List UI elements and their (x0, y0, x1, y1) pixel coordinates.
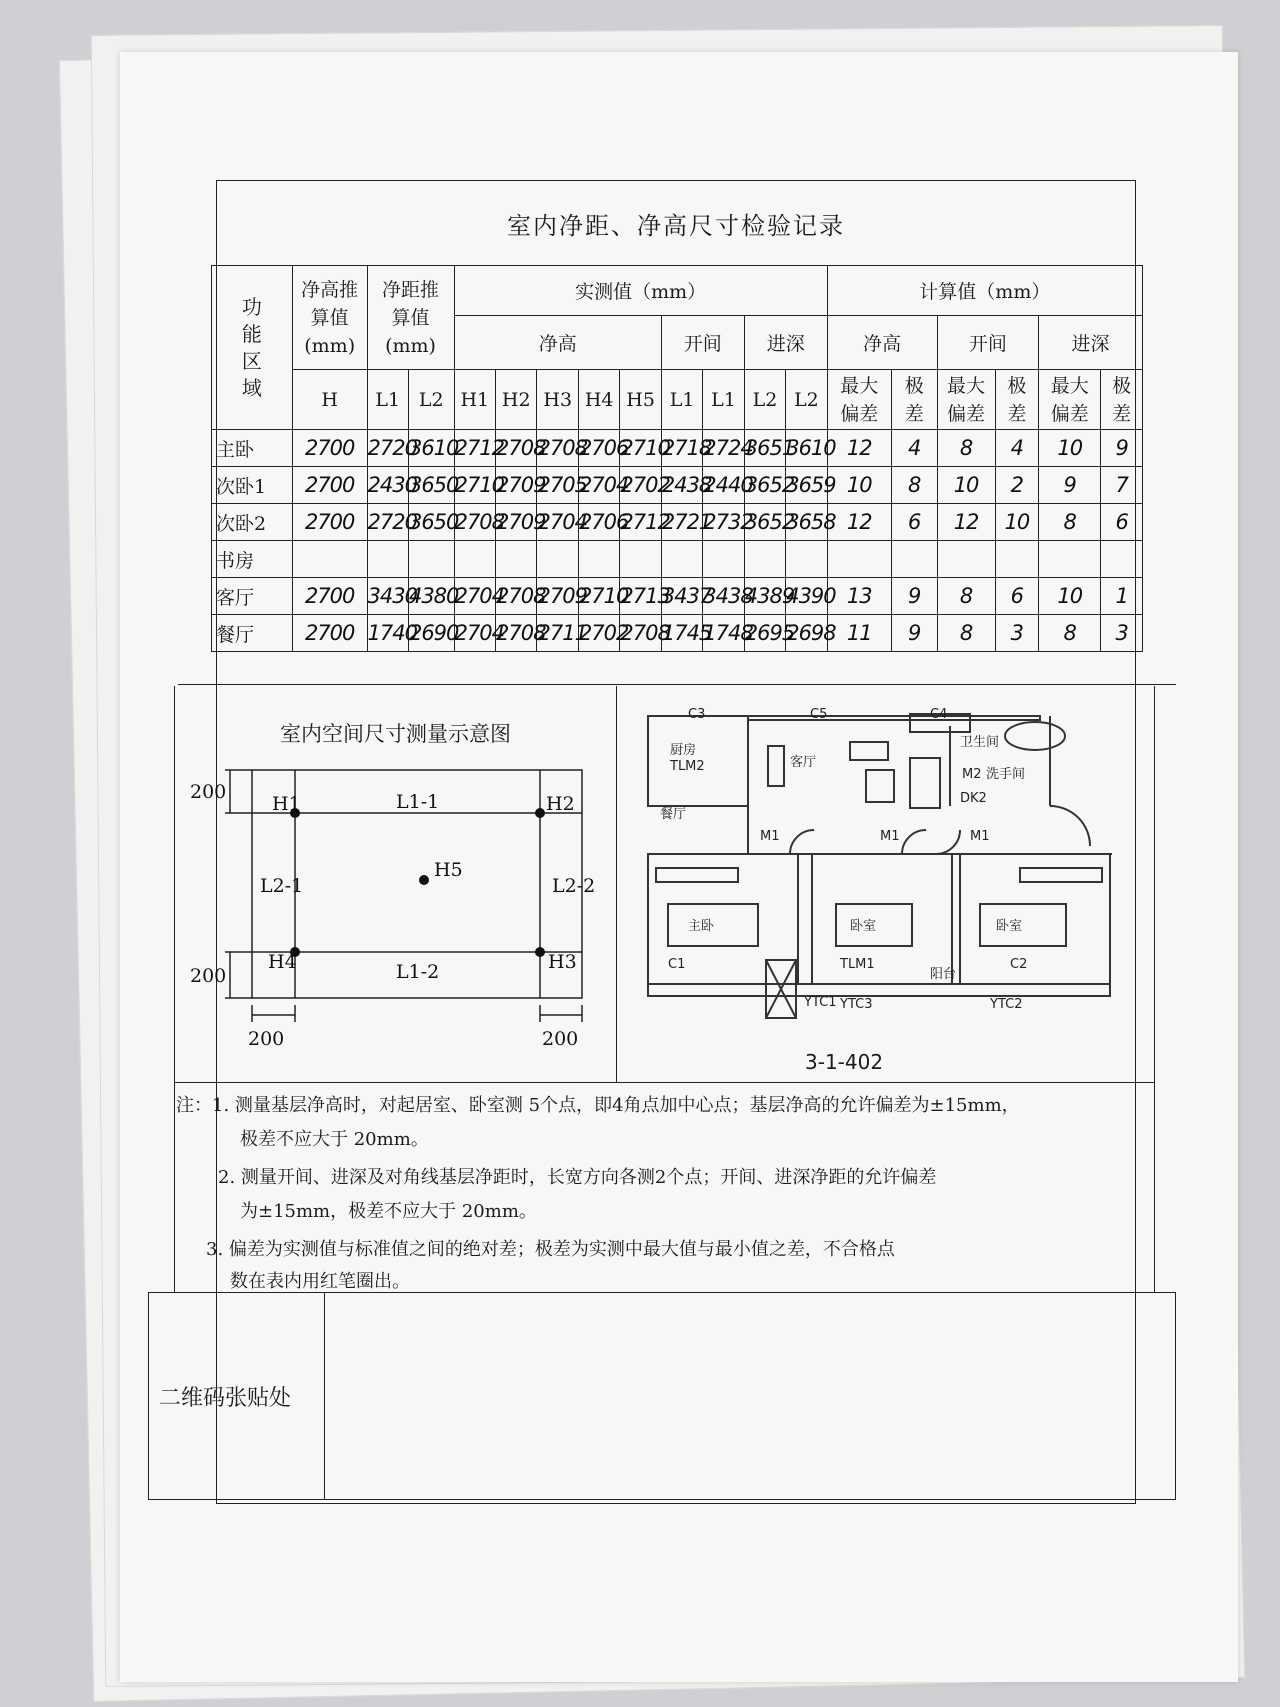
cell-H4: 2710 (578, 578, 619, 615)
cell-mL1a: 2438 (661, 467, 702, 504)
plan-label: C3 (688, 707, 706, 722)
note-2b: 为±15mm，极差不应大于 20mm。 (240, 1201, 537, 1222)
col-H3: H3 (537, 370, 578, 430)
col-H5: H5 (620, 370, 661, 430)
cell-L2: 2690 (408, 615, 454, 652)
cell-nh_rng: 8 (891, 467, 937, 504)
plan-label: TLM2 (670, 759, 705, 774)
cell-H3: 2709 (537, 578, 578, 615)
plan-label: TLM1 (840, 957, 875, 972)
cell-dep_max: 9 (1039, 467, 1101, 504)
cell-nh_rng (891, 541, 937, 578)
cell-H4: 2706 (578, 430, 619, 467)
label-h5: H5 (434, 859, 463, 881)
cell-mL1b: 2724 (703, 430, 744, 467)
cell-bay_rng: 3 (995, 615, 1039, 652)
note-2a: 2. 测量开间、进深及对角线基层净距时，长宽方向各测2个点；开间、进深净距的允许偏差 (218, 1167, 937, 1188)
cell-H4: 2706 (578, 504, 619, 541)
plan-label: DK2 (960, 791, 987, 806)
cell-H5 (620, 541, 661, 578)
label-l21: L2-1 (260, 875, 304, 897)
cell-nh_rng: 9 (891, 615, 937, 652)
cell-L1: 1740 (367, 615, 408, 652)
col-H4: H4 (578, 370, 619, 430)
cell-nh_max: 13 (827, 578, 891, 615)
cell-H3 (537, 541, 578, 578)
cell-bay_max: 8 (937, 430, 995, 467)
cell-dep_rng: 6 (1101, 504, 1143, 541)
col-mL2a: L2 (744, 370, 785, 430)
col-H: H (292, 370, 367, 430)
cell-L2: 3650 (408, 504, 454, 541)
point-h3 (535, 947, 545, 957)
label-h3: H3 (548, 951, 577, 973)
note-1a: 注：1. 测量基层净高时，对起居室、卧室测 5个点，即4角点加中心点；基层净高的允许偏差为±15mm， (176, 1095, 1020, 1116)
cell-H: 2700 (292, 615, 367, 652)
cell-H3: 2711 (537, 615, 578, 652)
plan-label: 阳台 (930, 967, 957, 982)
cell-mL2a: 3651 (744, 430, 785, 467)
cell-bay_rng (995, 541, 1039, 578)
col-L1: L1 (367, 370, 408, 430)
cell-H2: 2709 (496, 467, 537, 504)
cell-nh_rng: 4 (891, 430, 937, 467)
cell-H3: 2705 (537, 467, 578, 504)
cell-dep_rng: 3 (1101, 615, 1143, 652)
cell-bay_rng: 10 (995, 504, 1039, 541)
qr-code-label: 二维码张贴处 (149, 1293, 325, 1499)
cell-mL2b: 3658 (786, 504, 827, 541)
cell-H4: 2704 (578, 467, 619, 504)
header-measured: 实测值（mm） (454, 266, 827, 316)
row-area-label: 客厅 (212, 578, 293, 615)
header-est-height: 净高推 算值 (mm) (292, 266, 367, 370)
cell-mL1b: 3438 (703, 578, 744, 615)
table-row (212, 615, 1143, 652)
cell-mL1a: 2718 (661, 430, 702, 467)
cell-H1 (454, 541, 495, 578)
cell-dep_max (1039, 541, 1101, 578)
cell-H2: 2709 (496, 504, 537, 541)
cell-H5: 2702 (620, 467, 661, 504)
col-mL1b: L1 (703, 370, 744, 430)
cell-H4 (578, 541, 619, 578)
label-h2: H2 (546, 793, 575, 815)
col-nh-max: 最大 偏差 (827, 370, 891, 430)
row-area-label: 餐厅 (212, 615, 293, 652)
cell-L1: 3430 (367, 578, 408, 615)
col-mL2b: L2 (786, 370, 827, 430)
point-h2 (535, 808, 545, 818)
cell-dep_max: 10 (1039, 430, 1101, 467)
cell-mL1a: 1745 (661, 615, 702, 652)
cell-mL1b: 2732 (703, 504, 744, 541)
diagram-right-border (1154, 686, 1155, 1292)
cell-H1: 2710 (454, 467, 495, 504)
table-row (212, 541, 1143, 578)
document-title: 室内净距、净高尺寸检验记录 (217, 181, 1135, 266)
dim-200-right: 200 (542, 1028, 579, 1050)
cell-mL2a: 3652 (744, 504, 785, 541)
col-bay-max: 最大 偏差 (937, 370, 995, 430)
col-dep-max: 最大 偏差 (1039, 370, 1101, 430)
col-mL1a: L1 (661, 370, 702, 430)
label-h4: H4 (268, 951, 297, 973)
cell-H (292, 541, 367, 578)
col-H1: H1 (454, 370, 495, 430)
cell-dep_rng (1101, 541, 1143, 578)
cell-nh_rng: 9 (891, 578, 937, 615)
header-calc-net-height: 净高 (827, 316, 937, 370)
col-L2: L2 (408, 370, 454, 430)
label-h1: H1 (272, 793, 301, 815)
plan-label: M2 (962, 767, 982, 782)
cell-H2: 2708 (496, 430, 537, 467)
cell-mL1b: 2440 (703, 467, 744, 504)
unit-number: 3-1-402 (805, 1050, 884, 1074)
cell-bay_rng: 2 (995, 467, 1039, 504)
cell-mL1b (703, 541, 744, 578)
cell-mL2b: 4390 (786, 578, 827, 615)
cell-H3: 2708 (537, 430, 578, 467)
note-3a: 3. 偏差为实测值与标准值之间的绝对差；极差为实测中最大值与最小值之差，不合格点 (206, 1239, 895, 1260)
row-area-label: 次卧2 (212, 504, 293, 541)
cell-mL1a: 3437 (661, 578, 702, 615)
cell-bay_rng: 4 (995, 430, 1039, 467)
table-row (212, 430, 1143, 467)
plan-label: C2 (1010, 957, 1028, 972)
header-calc-depth: 进深 (1039, 316, 1143, 370)
cell-dep_max: 8 (1039, 615, 1101, 652)
col-nh-range: 极 差 (891, 370, 937, 430)
cell-mL1a (661, 541, 702, 578)
qr-code-row (148, 1292, 1176, 1500)
col-bay-range: 极 差 (995, 370, 1039, 430)
cell-H2: 2708 (496, 615, 537, 652)
cell-H3: 2704 (537, 504, 578, 541)
cell-dep_max: 10 (1039, 578, 1101, 615)
header-net-height: 净高 (454, 316, 661, 370)
cell-nh_max: 11 (827, 615, 891, 652)
header-area: 功 能 区 域 (212, 266, 293, 430)
plan-label: 客厅 (790, 755, 817, 770)
plan-label: 卧室 (996, 919, 1023, 934)
row-area-label: 次卧1 (212, 467, 293, 504)
cell-bay_max: 8 (937, 578, 995, 615)
inspection-table (211, 265, 1143, 652)
point-h5 (419, 875, 429, 885)
cell-mL2a (744, 541, 785, 578)
cell-H4: 2702 (578, 615, 619, 652)
cell-H5: 2713 (620, 578, 661, 615)
measurement-diagram (190, 750, 610, 1060)
cell-mL2b: 3659 (786, 467, 827, 504)
cell-L2: 4380 (408, 578, 454, 615)
cell-H2 (496, 541, 537, 578)
floor-plan (640, 706, 1120, 1026)
cell-mL2b (786, 541, 827, 578)
cell-H5: 2708 (620, 615, 661, 652)
cell-H1: 2704 (454, 615, 495, 652)
cell-mL2b: 2698 (786, 615, 827, 652)
cell-H: 2700 (292, 578, 367, 615)
plan-label: 卫生间 (960, 735, 1000, 750)
cell-nh_max: 12 (827, 430, 891, 467)
cell-bay_max (937, 541, 995, 578)
plan-label: M1 (880, 829, 900, 844)
dim-200-bottom: 200 (190, 965, 227, 987)
notes-block (174, 1082, 1154, 1293)
cell-L2: 3650 (408, 467, 454, 504)
col-dep-range: 极 差 (1101, 370, 1143, 430)
note-3b: 数在表内用红笔圈出。 (230, 1271, 410, 1292)
label-l12: L1-2 (396, 961, 440, 983)
cell-dep_rng: 9 (1101, 430, 1143, 467)
cell-mL2b: 3610 (786, 430, 827, 467)
cell-H1: 2712 (454, 430, 495, 467)
plan-label: 卧室 (850, 919, 877, 934)
cell-nh_max (827, 541, 891, 578)
row-area-label: 主卧 (212, 430, 293, 467)
header-depth: 进深 (744, 316, 827, 370)
row-area-label: 书房 (212, 541, 293, 578)
cell-bay_rng: 6 (995, 578, 1039, 615)
cell-mL2a: 2695 (744, 615, 785, 652)
cell-H1: 2704 (454, 578, 495, 615)
cell-L1: 2720 (367, 504, 408, 541)
cell-H: 2700 (292, 504, 367, 541)
cell-L1: 2430 (367, 467, 408, 504)
plan-label: YTC1 (804, 995, 837, 1010)
plan-label: M1 (760, 829, 780, 844)
plan-label: C4 (930, 707, 948, 722)
cell-bay_max: 12 (937, 504, 995, 541)
plan-label: YTC2 (990, 997, 1023, 1012)
plan-label: 主卧 (688, 919, 715, 934)
cell-bay_max: 10 (937, 467, 995, 504)
cell-dep_rng: 1 (1101, 578, 1143, 615)
header-calculated: 计算值（mm） (827, 266, 1142, 316)
dim-200-top: 200 (190, 781, 227, 803)
cell-mL1b: 1748 (703, 615, 744, 652)
cell-mL2a: 4389 (744, 578, 785, 615)
table-row (212, 467, 1143, 504)
table-row (212, 578, 1143, 615)
plan-label: M1 (970, 829, 990, 844)
cell-L1 (367, 541, 408, 578)
col-H2: H2 (496, 370, 537, 430)
table-row (212, 504, 1143, 541)
plan-label: C5 (810, 707, 828, 722)
cell-L1: 2720 (367, 430, 408, 467)
cell-L2 (408, 541, 454, 578)
cell-dep_rng: 7 (1101, 467, 1143, 504)
cell-H1: 2708 (454, 504, 495, 541)
cell-bay_max: 8 (937, 615, 995, 652)
diagram-title: 室内空间尺寸测量示意图 (280, 722, 511, 746)
cell-H5: 2710 (620, 430, 661, 467)
label-l22: L2-2 (552, 875, 596, 897)
cell-nh_rng: 6 (891, 504, 937, 541)
plan-label: YTC3 (840, 997, 873, 1012)
label-l11: L1-1 (396, 791, 440, 813)
cell-H2: 2708 (496, 578, 537, 615)
header-bay: 开间 (661, 316, 744, 370)
dim-200-left: 200 (248, 1028, 285, 1050)
cell-H: 2700 (292, 467, 367, 504)
diagram-divider (616, 686, 617, 1082)
plan-label: 餐厅 (660, 807, 687, 822)
plan-label: 厨房 (670, 743, 697, 758)
cell-dep_max: 8 (1039, 504, 1101, 541)
header-est-dist: 净距推 算值 (mm) (367, 266, 454, 370)
cell-L2: 3610 (408, 430, 454, 467)
plan-label: C1 (668, 957, 686, 972)
header-calc-bay: 开间 (937, 316, 1039, 370)
plan-label: 洗手间 (986, 767, 1026, 782)
cell-mL2a: 3652 (744, 467, 785, 504)
note-1b: 极差不应大于 20mm。 (240, 1129, 429, 1150)
cell-nh_max: 12 (827, 504, 891, 541)
cell-H5: 2712 (620, 504, 661, 541)
cell-H: 2700 (292, 430, 367, 467)
cell-nh_max: 10 (827, 467, 891, 504)
cell-mL1a: 2721 (661, 504, 702, 541)
